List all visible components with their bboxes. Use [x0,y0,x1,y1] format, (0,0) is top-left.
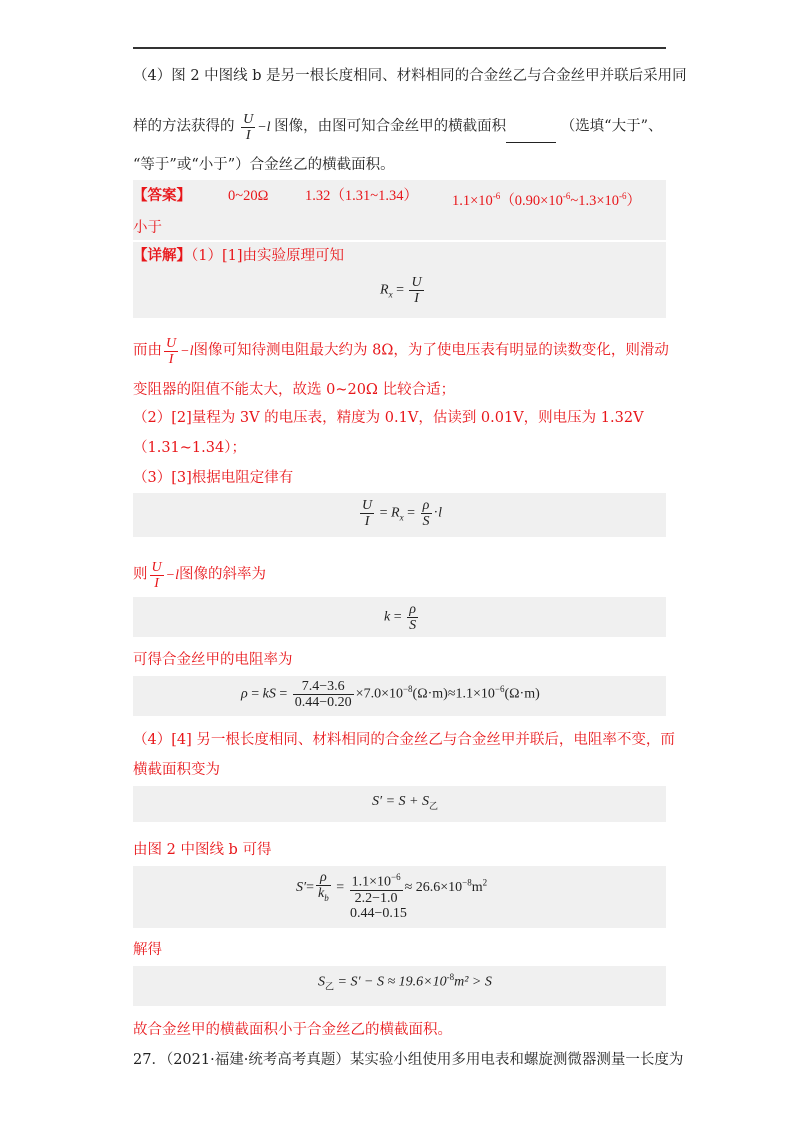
eq-s-yi: $S_乙 = S' - S \approx 19.6\times 10^{-8}m^2 > S$ [318,972,492,992]
detail-line12: 解得 [133,942,162,958]
eq-slope: k = $\frac{\rho}{S}$ [384,602,417,633]
next-question: 27．（2021·福建·统考高考真题）某实验小组使用多用电表和螺旋测微器测量一长度为 [133,1052,684,1068]
answer-4: 小于 [133,220,162,236]
q4-line1: （4）图 2 中图线 b 是另一根长度相同、材料相同的合金丝乙与合金丝甲并联后采用同 [133,68,687,84]
q4-line2: 样的方法获得的 $\frac{U}{I}$ −l 图像，由图可知合金丝甲的横截面积 （选填“大于”、 [133,112,663,143]
detail-line9: （4）[4] 另一根长度相同、材料相同的合金丝乙与合金丝甲并联后，电阻率不变，而 [133,732,675,748]
detail-line7: 则 $\frac{U}{I}$ −l图像的斜率为 [133,560,266,591]
eq-resistance-law: $\frac{U}{I}$ = $R_x$ = $\frac{\rho}{S}$ ·l [362,498,443,529]
detail-line4: （2）[2]量程为 3V 的电压表，精度为 0.1V，估读到 0.01V，则电压为 1.32V [133,410,644,426]
detail-line10: 横截面积变为 [133,762,220,778]
top-rule [133,47,666,49]
detail-line6: （3）[3]根据电阻定律有 [133,470,294,486]
answer-2: 1.32（1.31~1.34） [305,188,418,204]
q4-line3: “等于”或“小于”）合金丝乙的横截面积。 [133,157,395,173]
eq-rx: $R_x$ = $\frac{U}{I}$ [380,275,422,306]
eq-s2: S′= $\frac{\rho}{k_b}$ = $\frac{1.1\times 10^{-6}}{2.2-1.0}$ ≈ $26.6\times 10^{-8}m^2$ [296,870,488,906]
eq-s2-denominator: 0.44−0.15 [350,906,407,921]
conclusion: 故合金丝甲的横截面积小于合金丝乙的横截面积。 [133,1022,452,1038]
detail-line11: 由图 2 中图线 b 可得 [133,842,272,858]
detail-line2: 而由 $\frac{U}{I}$ −l图像可知待测电阻最大约为 8Ω，为了使电压表有明显的读数变化，则滑动 [133,336,669,367]
detail-line8: 可得合金丝甲的电阻率为 [133,652,293,668]
eq-rho: ρ = kS = $\frac{7.4-3.6}{0.44-0.20}$ $\times 7.0\times 10^{-8}(\Omega\cdot m)\approx 1.1\times 10^{-6}(\Omega\cdot m)$ [241,679,540,710]
detail-line1: 【详解】（1）[1]由实验原理可知 [133,247,345,264]
answer-blank [506,128,556,143]
answer-label: 【答案】 [133,187,191,204]
detail-line5: （1.31~1.34）； [133,440,246,456]
detail-line3: 变阻器的阻值不能太大，故选 0~20Ω 比较合适； [133,382,456,398]
answer-1: 0~20Ω [228,188,269,204]
answer-3: $1.1\times 10^{-6}(0.90\times 10^{-6}\sim 1.3\times 10^{-6})$ [452,191,642,209]
eq-sprime: $S' = S + S_乙$ [372,794,438,811]
ui-fraction: $\frac{U}{I}$ −l [243,112,271,143]
